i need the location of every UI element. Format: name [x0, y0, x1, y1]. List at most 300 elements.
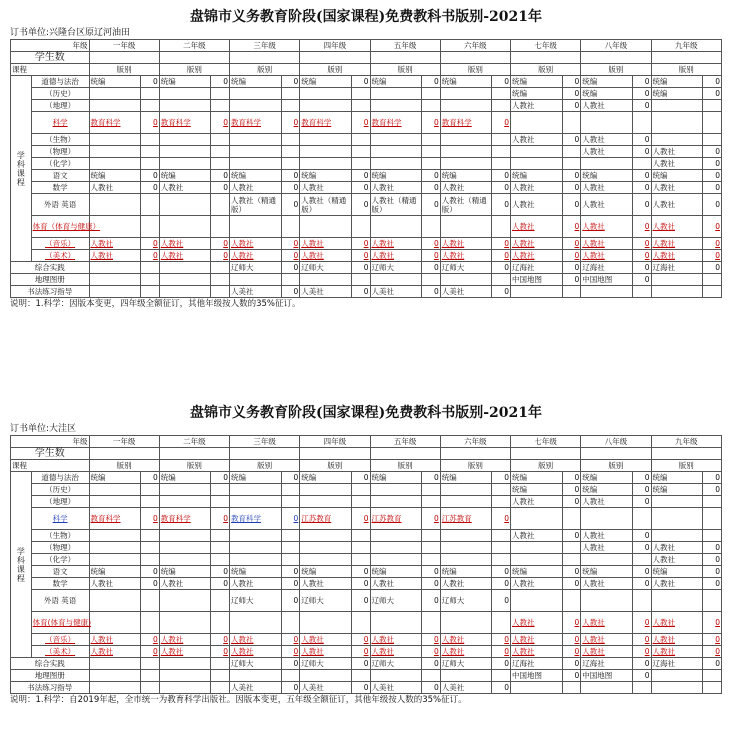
- quantity-cell: [141, 262, 160, 274]
- quantity-cell: [211, 146, 230, 158]
- students-label: 学生数: [11, 52, 90, 64]
- quantity-cell: 0: [492, 194, 511, 216]
- quantity-cell: [562, 158, 581, 170]
- quantity-cell: [351, 216, 370, 238]
- edition-cell: [159, 146, 211, 158]
- quantity-cell: 0: [351, 76, 370, 88]
- edition-cell: [651, 496, 703, 508]
- quantity-cell: [422, 146, 441, 158]
- edition-cell: [581, 554, 633, 566]
- edition-cell: 统编: [159, 170, 211, 182]
- quantity-cell: 0: [141, 250, 160, 262]
- edition-cell: 人教社: [159, 634, 211, 646]
- quantity-cell: [211, 658, 230, 670]
- quantity-cell: [141, 88, 160, 100]
- grade-header: 四年级: [300, 40, 370, 52]
- edition-cell: [230, 542, 282, 554]
- edition-cell: [581, 682, 633, 694]
- edition-cell: 统编: [511, 76, 563, 88]
- students-count: [651, 52, 721, 64]
- subject-label: （历史）: [31, 484, 89, 496]
- quantity-cell: [281, 530, 300, 542]
- edition-cell: [300, 670, 352, 682]
- subject-label: 科学: [31, 508, 89, 530]
- edition-cell: [230, 496, 282, 508]
- quantity-cell: [351, 100, 370, 112]
- edition-cell: 人教社: [89, 250, 141, 262]
- edition-cell: 教育科学: [230, 508, 282, 530]
- quantity-cell: [492, 158, 511, 170]
- quantity-cell: 0: [632, 274, 651, 286]
- edition-cell: 人教社: [581, 634, 633, 646]
- edition-cell: 人教社: [440, 238, 492, 250]
- edition-cell: [370, 530, 422, 542]
- quantity-cell: [141, 612, 160, 634]
- quantity-cell: 0: [703, 182, 722, 194]
- edition-label: 版别: [511, 64, 581, 76]
- edition-cell: 中国地图: [581, 670, 633, 682]
- quantity-cell: 0: [141, 238, 160, 250]
- quantity-cell: 0: [562, 496, 581, 508]
- edition-cell: 统编: [651, 76, 703, 88]
- edition-cell: [230, 100, 282, 112]
- subject-label: 数学: [31, 578, 89, 590]
- quantity-cell: 0: [562, 262, 581, 274]
- edition-cell: [89, 274, 141, 286]
- quantity-cell: [211, 88, 230, 100]
- quantity-cell: 0: [281, 286, 300, 298]
- edition-cell: [159, 530, 211, 542]
- edition-label: 版别: [581, 460, 651, 472]
- edition-cell: 统编: [511, 472, 563, 484]
- edition-cell: 统编: [159, 472, 211, 484]
- table-row: [11, 250, 722, 262]
- subject-group-label: 学科课程: [11, 472, 32, 658]
- edition-cell: [440, 484, 492, 496]
- edition-cell: [511, 508, 563, 530]
- edition-cell: [230, 158, 282, 170]
- edition-cell: [89, 286, 141, 298]
- edition-cell: [651, 112, 703, 134]
- edition-label: 版别: [230, 460, 300, 472]
- quantity-cell: [492, 496, 511, 508]
- edition-cell: 人教社: [651, 238, 703, 250]
- edition-cell: [370, 134, 422, 146]
- table-row: [11, 508, 722, 530]
- edition-cell: [300, 530, 352, 542]
- edition-cell: [159, 286, 211, 298]
- quantity-cell: 0: [632, 238, 651, 250]
- edition-cell: 人教社: [511, 612, 563, 634]
- quantity-cell: 0: [632, 612, 651, 634]
- quantity-cell: 0: [351, 170, 370, 182]
- quantity-cell: 0: [281, 238, 300, 250]
- edition-cell: 人教社: [651, 194, 703, 216]
- quantity-cell: 0: [281, 566, 300, 578]
- quantity-cell: [351, 134, 370, 146]
- edition-cell: 辽师大: [440, 262, 492, 274]
- quantity-cell: 0: [422, 578, 441, 590]
- edition-cell: [511, 146, 563, 158]
- table-row: [11, 194, 722, 216]
- quantity-cell: [351, 670, 370, 682]
- quantity-cell: [562, 590, 581, 612]
- edition-cell: 统编: [230, 170, 282, 182]
- quantity-cell: 0: [422, 182, 441, 194]
- quantity-cell: [632, 682, 651, 694]
- edition-cell: [89, 542, 141, 554]
- quantity-cell: 0: [211, 578, 230, 590]
- quantity-cell: [422, 216, 441, 238]
- edition-label: 版别: [89, 64, 159, 76]
- subject-label: （物理）: [31, 146, 89, 158]
- quantity-cell: [351, 542, 370, 554]
- edition-cell: 教育科学: [89, 112, 141, 134]
- edition-cell: 统编: [440, 472, 492, 484]
- quantity-cell: 0: [632, 182, 651, 194]
- quantity-cell: 0: [562, 216, 581, 238]
- quantity-cell: [141, 670, 160, 682]
- quantity-cell: 0: [632, 216, 651, 238]
- grade-header: 五年级: [370, 436, 440, 448]
- students-count: [440, 448, 510, 460]
- edition-cell: 人教社: [230, 250, 282, 262]
- quantity-cell: [211, 274, 230, 286]
- quantity-cell: 0: [703, 554, 722, 566]
- edition-cell: 人教社: [511, 250, 563, 262]
- edition-cell: [370, 554, 422, 566]
- edition-cell: 人教社: [511, 634, 563, 646]
- quantity-cell: 0: [562, 484, 581, 496]
- edition-cell: 人美社: [440, 682, 492, 694]
- edition-cell: [300, 274, 352, 286]
- quantity-cell: [492, 612, 511, 634]
- edition-cell: 人教社: [651, 216, 703, 238]
- edition-cell: 统编: [581, 566, 633, 578]
- quantity-cell: 0: [422, 682, 441, 694]
- edition-cell: 人教社: [651, 554, 703, 566]
- quantity-cell: [141, 496, 160, 508]
- quantity-cell: [492, 216, 511, 238]
- subject-label: 道德与法治: [31, 76, 89, 88]
- edition-cell: 人教社: [370, 250, 422, 262]
- edition-cell: [89, 658, 141, 670]
- quantity-cell: 0: [351, 262, 370, 274]
- subject-label: 体育(体育与健康): [31, 612, 89, 634]
- subject-label: （化学）: [31, 158, 89, 170]
- edition-cell: 人教社: [511, 134, 563, 146]
- table-row: [11, 612, 722, 634]
- quantity-cell: 0: [703, 472, 722, 484]
- sheet-title: 盘锦市义务教育阶段(国家课程)免费教科书版别-2021年: [189, 405, 543, 421]
- quantity-cell: [422, 88, 441, 100]
- quantity-cell: 0: [492, 590, 511, 612]
- edition-cell: 统编: [581, 484, 633, 496]
- table-row: [11, 88, 722, 100]
- quantity-cell: [422, 612, 441, 634]
- edition-cell: 统编: [440, 566, 492, 578]
- quantity-cell: 0: [422, 262, 441, 274]
- edition-label: 版别: [440, 460, 510, 472]
- edition-cell: 人教社: [300, 634, 352, 646]
- table-row: [11, 182, 722, 194]
- subject-label: （化学）: [31, 554, 89, 566]
- edition-cell: 统编: [159, 76, 211, 88]
- edition-label: 版别: [651, 460, 721, 472]
- quantity-cell: [351, 158, 370, 170]
- quantity-cell: 0: [422, 646, 441, 658]
- edition-label: 版别: [230, 64, 300, 76]
- edition-cell: [159, 670, 211, 682]
- quantity-cell: 0: [703, 262, 722, 274]
- edition-cell: [370, 612, 422, 634]
- quantity-cell: [562, 682, 581, 694]
- edition-cell: 统编: [300, 472, 352, 484]
- quantity-cell: [703, 274, 722, 286]
- edition-cell: [89, 158, 141, 170]
- quantity-cell: [141, 100, 160, 112]
- quantity-cell: [211, 216, 230, 238]
- grade-header: 六年级: [440, 40, 510, 52]
- edition-cell: 人美社: [370, 682, 422, 694]
- quantity-cell: [492, 484, 511, 496]
- table-row: [11, 472, 722, 484]
- table-note: 说明：1.科学：因版本变更，四年级全额征订，其他年级按人数的35%征订。: [10, 299, 301, 309]
- edition-cell: [89, 554, 141, 566]
- quantity-cell: 0: [422, 658, 441, 670]
- edition-cell: [370, 496, 422, 508]
- quantity-cell: 0: [492, 262, 511, 274]
- grade-header: 七年级: [511, 436, 581, 448]
- edition-cell: 统编: [89, 566, 141, 578]
- edition-cell: 人教社: [159, 646, 211, 658]
- quantity-cell: [703, 670, 722, 682]
- subject-label: （美术）: [31, 646, 89, 658]
- quantity-cell: 0: [351, 182, 370, 194]
- quantity-cell: 0: [492, 250, 511, 262]
- edition-cell: 人教社（精通版）: [370, 194, 422, 216]
- quantity-cell: 0: [351, 250, 370, 262]
- edition-cell: [89, 612, 141, 634]
- edition-cell: 人教社: [89, 238, 141, 250]
- quantity-cell: [351, 484, 370, 496]
- quantity-cell: [281, 542, 300, 554]
- quantity-cell: 0: [211, 112, 230, 134]
- edition-cell: 江苏教育: [440, 508, 492, 530]
- students-count: [440, 52, 510, 64]
- quantity-cell: [492, 554, 511, 566]
- edition-cell: [370, 542, 422, 554]
- quantity-cell: [211, 262, 230, 274]
- edition-cell: 辽海社: [651, 658, 703, 670]
- edition-cell: 统编: [651, 88, 703, 100]
- quantity-cell: 0: [562, 238, 581, 250]
- order-unit: 订书单位:兴隆台区原辽河油田: [10, 28, 131, 38]
- edition-cell: [89, 100, 141, 112]
- edition-cell: 人教社: [89, 182, 141, 194]
- quantity-cell: [351, 496, 370, 508]
- table-row: [11, 134, 722, 146]
- edition-cell: 统编: [581, 88, 633, 100]
- edition-cell: 人教社: [651, 578, 703, 590]
- quantity-cell: 0: [562, 472, 581, 484]
- edition-cell: 人教社: [511, 646, 563, 658]
- quantity-cell: [492, 134, 511, 146]
- quantity-cell: [281, 554, 300, 566]
- quantity-cell: [562, 508, 581, 530]
- edition-cell: [440, 100, 492, 112]
- quantity-cell: [141, 158, 160, 170]
- students-count: [89, 448, 159, 460]
- subject-label: （美术）: [31, 250, 89, 262]
- quantity-cell: [422, 496, 441, 508]
- quantity-cell: 0: [211, 238, 230, 250]
- quantity-cell: [141, 658, 160, 670]
- quantity-cell: [422, 530, 441, 542]
- edition-cell: 辽海社: [581, 262, 633, 274]
- edition-cell: 辽海社: [511, 658, 563, 670]
- quantity-cell: [211, 158, 230, 170]
- edition-cell: [370, 88, 422, 100]
- sheet-dawa: [10, 402, 722, 706]
- quantity-cell: [141, 682, 160, 694]
- edition-cell: 人教社: [300, 578, 352, 590]
- quantity-cell: [562, 286, 581, 298]
- quantity-cell: [281, 274, 300, 286]
- quantity-cell: 0: [562, 612, 581, 634]
- quantity-cell: [422, 484, 441, 496]
- quantity-cell: 0: [492, 182, 511, 194]
- edition-cell: [300, 554, 352, 566]
- quantity-cell: [703, 682, 722, 694]
- quantity-cell: 0: [351, 646, 370, 658]
- quantity-cell: 0: [632, 542, 651, 554]
- table-row: [11, 646, 722, 658]
- edition-cell: [159, 194, 211, 216]
- edition-cell: [159, 158, 211, 170]
- quantity-cell: 0: [281, 508, 300, 530]
- quantity-cell: [141, 530, 160, 542]
- edition-cell: 统编: [230, 76, 282, 88]
- quantity-cell: [632, 508, 651, 530]
- edition-cell: 人教社: [370, 182, 422, 194]
- edition-cell: 人教社: [230, 578, 282, 590]
- table-row: [11, 634, 722, 646]
- edition-cell: 统编: [440, 76, 492, 88]
- sheet-title: 盘锦市义务教育阶段(国家课程)免费教科书版别-2021年: [189, 9, 543, 25]
- edition-cell: 教育科学: [230, 112, 282, 134]
- order-unit: 订书单位:大洼区: [10, 424, 77, 434]
- edition-cell: 人美社: [230, 682, 282, 694]
- grade-header-label: 年级: [11, 436, 90, 448]
- quantity-cell: 0: [632, 658, 651, 670]
- quantity-cell: [211, 496, 230, 508]
- subject-label: 综合实践: [11, 262, 90, 274]
- quantity-cell: 0: [703, 566, 722, 578]
- quantity-cell: 0: [632, 146, 651, 158]
- quantity-cell: 0: [703, 542, 722, 554]
- subject-label: 地理图册: [11, 274, 90, 286]
- edition-cell: [511, 286, 563, 298]
- quantity-cell: 0: [351, 658, 370, 670]
- edition-cell: [651, 508, 703, 530]
- edition-cell: 统编: [651, 472, 703, 484]
- quantity-cell: 0: [632, 250, 651, 262]
- edition-cell: [651, 530, 703, 542]
- quantity-cell: [211, 670, 230, 682]
- quantity-cell: 0: [211, 170, 230, 182]
- edition-cell: [89, 670, 141, 682]
- table-row: [11, 238, 722, 250]
- quantity-cell: 0: [141, 112, 160, 134]
- quantity-cell: 0: [141, 646, 160, 658]
- quantity-cell: 0: [492, 682, 511, 694]
- quantity-cell: 0: [422, 634, 441, 646]
- edition-cell: [300, 100, 352, 112]
- edition-label: 版别: [651, 64, 721, 76]
- quantity-cell: 0: [562, 566, 581, 578]
- edition-cell: [300, 542, 352, 554]
- quantity-cell: 0: [281, 646, 300, 658]
- quantity-cell: 0: [562, 170, 581, 182]
- edition-cell: [300, 216, 352, 238]
- edition-cell: 人教社: [651, 612, 703, 634]
- quantity-cell: 0: [632, 170, 651, 182]
- quantity-cell: 0: [632, 472, 651, 484]
- subject-label: 书法练习指导: [11, 286, 90, 298]
- edition-label: 版别: [89, 460, 159, 472]
- edition-cell: [581, 112, 633, 134]
- edition-cell: 人教社: [581, 530, 633, 542]
- quantity-cell: [281, 134, 300, 146]
- quantity-cell: 0: [492, 578, 511, 590]
- edition-cell: [651, 274, 703, 286]
- edition-cell: [159, 484, 211, 496]
- subject-label: （地理）: [31, 100, 89, 112]
- edition-cell: [511, 158, 563, 170]
- subject-label: 科学: [31, 112, 89, 134]
- quantity-cell: 0: [492, 658, 511, 670]
- quantity-cell: [562, 542, 581, 554]
- grade-header: 六年级: [440, 436, 510, 448]
- quantity-cell: 0: [422, 112, 441, 134]
- quantity-cell: 0: [211, 76, 230, 88]
- table-row: [11, 682, 722, 694]
- quantity-cell: [492, 146, 511, 158]
- quantity-cell: 0: [632, 670, 651, 682]
- quantity-cell: 0: [422, 566, 441, 578]
- quantity-cell: 0: [703, 658, 722, 670]
- edition-cell: [581, 590, 633, 612]
- quantity-cell: 0: [351, 112, 370, 134]
- quantity-cell: [211, 484, 230, 496]
- grade-header: 三年级: [230, 436, 300, 448]
- edition-cell: [159, 262, 211, 274]
- quantity-cell: 0: [632, 262, 651, 274]
- edition-cell: 统编: [651, 170, 703, 182]
- grade-header: 二年级: [159, 40, 229, 52]
- edition-label: 版别: [300, 460, 370, 472]
- edition-cell: 人教社: [581, 542, 633, 554]
- edition-cell: 统编: [159, 566, 211, 578]
- edition-cell: 人教社: [230, 646, 282, 658]
- edition-cell: 人教社: [440, 250, 492, 262]
- edition-label: 版别: [581, 64, 651, 76]
- table-row: [11, 484, 722, 496]
- quantity-cell: 0: [562, 646, 581, 658]
- subject-label: 外语 英语: [31, 194, 89, 216]
- edition-cell: [511, 554, 563, 566]
